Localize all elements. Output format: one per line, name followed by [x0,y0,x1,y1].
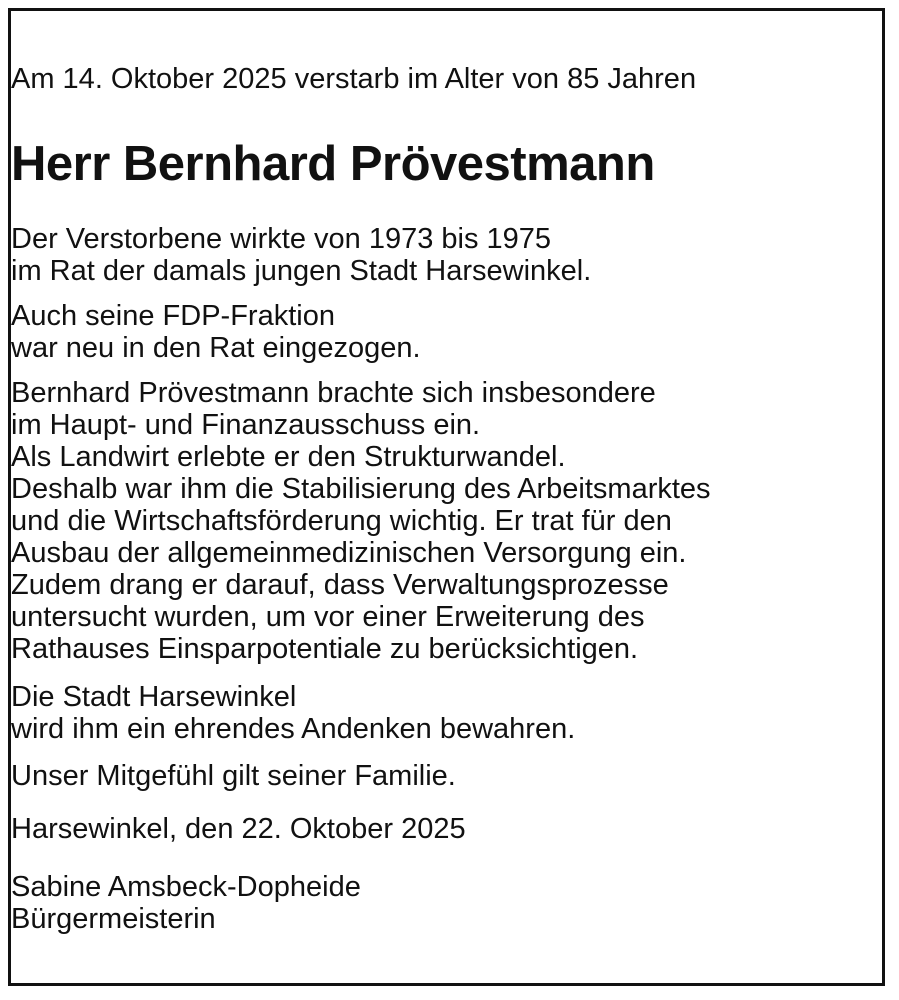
text-line: Unser Mitgefühl gilt seiner Familie. [11,760,456,792]
text-line: untersucht wurden, um vor einer Erweiterung des [11,601,645,633]
text-line: Zudem drang er darauf, dass Verwaltungsprozesse [11,569,669,601]
text-line: im Haupt- und Finanzausschuss ein. [11,409,481,441]
intro-text: Am 14. Oktober 2025 verstarb im Alter von 85 Jahren [11,63,697,95]
text-line: Rathauses Einsparpotentiale zu berücksichtigen. [11,633,639,665]
place-date [11,813,882,845]
text-line: Als Landwirt erlebte er den Strukturwandel. [11,441,566,473]
paragraph-contributions [11,377,882,665]
text-line: Auch seine FDP-Fraktion [11,300,335,332]
signatory-name: Sabine Amsbeck-Dopheide [11,871,361,903]
text-line: Bernhard Prövestmann brachte sich insbesondere [11,377,656,409]
signatory-title: Bürgermeisterin [11,903,216,935]
text-line: war neu in den Rat eingezogen. [11,332,421,364]
signature-block [11,871,882,935]
intro-line [11,63,882,95]
text-line: Deshalb war ihm die Stabilisierung des Arbeitsmarktes [11,473,711,505]
obituary-notice [8,8,885,986]
place-date-text: Harsewinkel, den 22. Oktober 2025 [11,813,466,845]
text-line: im Rat der damals jungen Stadt Harsewinkel. [11,255,592,287]
text-line: Die Stadt Harsewinkel [11,681,297,713]
paragraph-council-term [11,223,882,287]
paragraph-condolence [11,760,882,792]
deceased-name: Herr Bernhard Prövestmann [11,137,655,191]
paragraph-fdp [11,300,882,364]
text-line: wird ihm ein ehrendes Andenken bewahren. [11,713,576,745]
text-line: Ausbau der allgemeinmedizinischen Versorgung ein. [11,537,687,569]
text-line: Der Verstorbene wirkte von 1973 bis 1975 [11,223,552,255]
text-line: und die Wirtschaftsförderung wichtig. Er trat für den [11,505,672,537]
paragraph-remembrance [11,681,882,745]
